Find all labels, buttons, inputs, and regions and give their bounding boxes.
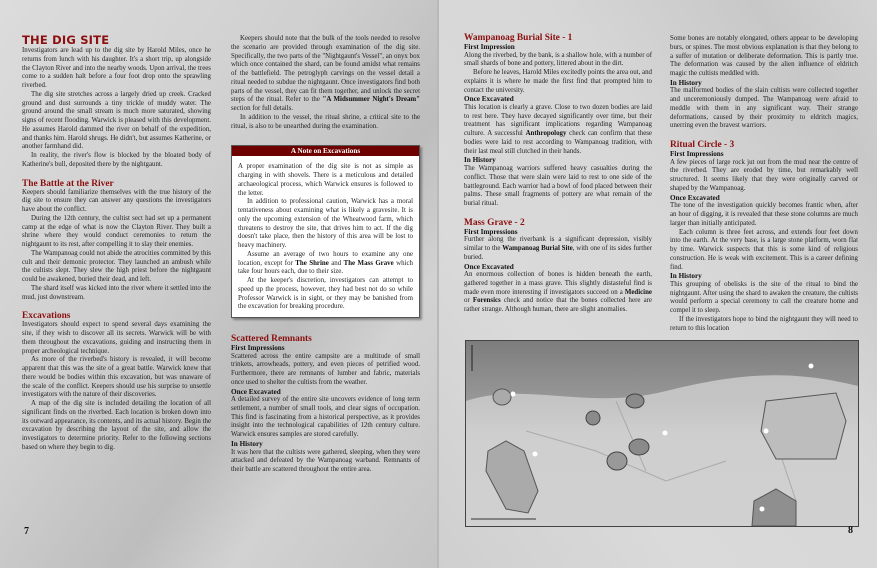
text-run: section for full details.	[231, 105, 293, 112]
page-number-right: 8	[848, 525, 853, 536]
text-run: A few pieces of large rock jut out from the mud near the centre of the riverbed. They are eroded by time, but remarkably well structured. It seems likely that they were originally carved or shaped by the Wampanoag.	[670, 158, 858, 192]
text-run: If the investigators hope to bind the nightgaunt they will need to return to this location	[670, 315, 858, 332]
subheading: Once Excavated	[231, 387, 281, 396]
paragraph	[464, 236, 652, 262]
section-heading: Ritual Circle - 3	[670, 140, 735, 151]
paragraph	[464, 52, 652, 70]
rock-large-right	[761, 393, 846, 459]
text-run: As more of the riverbed's history is revealed, it will become apparent that this was the site of a great battle. Warwick knew that there would be bodies within this excavation, but was unaware of the scale of the conflict. Keepers should use his surprise to unsettle investigators with the nature of their discoveries.	[22, 356, 211, 399]
text-run: It was here that the cultists were gathered, sleeping, when they were attacked and defeated by the Wampanoag warband. Remnants of their battle are scattered throughout the entire area.	[231, 448, 420, 474]
subheading: In History	[670, 78, 702, 87]
subheading: First Impressions	[670, 150, 724, 159]
text-run: which take four hours each, due to their size.	[238, 259, 413, 276]
paragraph	[22, 321, 211, 356]
paragraph	[670, 87, 858, 131]
page-gutter	[437, 0, 439, 568]
paragraph	[670, 281, 858, 316]
paragraph	[22, 91, 211, 152]
paragraph	[670, 35, 858, 79]
text-run: The Wampanoag warriors suffered heavy casualties during the conflict. Those that were slain were laid to rest to one side of the battleground. Each warrior had a bowl of food placed between their palms. These small fragments of pottery are what remain of the burial ritual.	[464, 165, 652, 208]
paragraph	[464, 165, 652, 209]
paragraph	[22, 400, 211, 453]
note-body	[232, 156, 419, 317]
text-run: The Wampanoag could not abide the atrocities committed by this cult and their demonic protector. They launched an ambush while the cultists slept. They slew the high priest before the nightgaunt could be awakened, buried their dead, and left.	[22, 249, 211, 283]
subheading: In History	[670, 272, 702, 281]
text-run: At the keeper's discretion, investigators can attempt to speed up the process, however, they had best not do so while Professor Warwick is in sight, or they may be banished from the excavation for breaking procedure.	[238, 277, 413, 311]
sidebar-note-box	[231, 145, 420, 318]
paragraph	[22, 47, 211, 91]
bold-reference: Wampanoag Burial Site	[502, 245, 573, 253]
chapter-title: THE DIG SITE	[22, 33, 110, 47]
subheading: First Impressions	[464, 227, 518, 236]
paragraph	[670, 229, 858, 273]
text-run: Keepers should familiarize themselves with the true history of the dig site to ensure they can answer any questions the investigators have about the conflict.	[22, 188, 211, 213]
section-heading: Excavations	[22, 311, 71, 322]
text-run: The tone of the investigation quickly becomes frantic when, after an hour of digging, it is revealed that these stone columns are much larger than initially anticipated.	[670, 202, 858, 227]
bold-reference: Anthropology	[525, 130, 567, 138]
text-run: Further along the riverbank is a significant depression, visibly similar to the	[464, 236, 652, 253]
paragraph	[238, 277, 413, 312]
note-title: A Note on Excavations	[232, 146, 419, 156]
section-heading: The Battle at the River	[22, 178, 114, 189]
paragraph	[464, 104, 652, 157]
text-run: Some bones are notably elongated, others appear to be developing burs, or spines. The most obvious explanation is that they belong to a suffer of mutation or deliberate deformation. This is partly true. The deformation was caused by the alien influence of eldritch magic the cultists meddled with.	[670, 35, 858, 77]
section-heading: Mass Grave - 2	[464, 217, 525, 228]
subheading: In History	[464, 156, 496, 165]
subheading: First Impressions	[231, 344, 285, 352]
map-image	[466, 341, 858, 526]
paragraph	[670, 159, 858, 194]
paragraph	[231, 114, 420, 132]
subheading: Once Excavated	[670, 193, 720, 202]
text-run: During the 12th century, the cultist sect had set up a permanent camp at the edge of what is now the Clayton River. They built a shrine where they would conduct ceremonies to return the nightgaunt to its rest, after compelling it to slay their enemies.	[22, 214, 211, 248]
text-run: Scattered across the entire campsite are a multitude of small trinkets, arrowheads, pottery, and even pieces of petrified wood. Furthermore, there are remnants of lumber and fabric, materials once used to shelter the cultists from the weather.	[231, 352, 420, 386]
column-2	[231, 35, 420, 475]
text-run: In addition to the vessel, the ritual shrine, a critical site to the ritual, is also to be unearthed during the examination.	[231, 113, 420, 130]
subheading: Once Excavated	[464, 95, 514, 104]
bold-reference: Medicine	[624, 288, 652, 296]
text-run: Before he leaves, Harold Miles excitedly points the area out, and explains it is where he made the first find that prompted him to contact the university.	[464, 69, 652, 94]
column-1	[22, 34, 211, 453]
text-run: This grouping of obelisks is the site of the ritual to bind the nightgaunt. After using the shard to awaken the creature, the cultists would perform a special ceremony to call the creature home and compel it to sleep.	[670, 280, 858, 315]
text-run: A detailed survey of the entire site uncovers evidence of long term settlement, a number of small tools, and clear signs of occupation. This find is fascinating from a historical perspective, as it provides insight into the technological capabilities of 12th century culture. Warwick ensures samples are stored carefully.	[231, 396, 420, 439]
paragraph	[231, 396, 420, 440]
text-run: The shard itself was kicked into the river where it settled into the mud, just downstream.	[22, 284, 211, 301]
column-3	[464, 33, 652, 315]
dig-site-map	[465, 340, 859, 527]
text-run: The malformed bodies of the slain cultists were collected together and unceremoniously dumped. The Wampanoag were afraid to meddle with them in any significant way. Their strange deformations, caused by their proximity to eldritch magics, unerring even the bravest warriors.	[670, 87, 858, 130]
paragraph	[238, 163, 413, 198]
paragraph	[22, 356, 211, 400]
paragraph	[231, 353, 420, 388]
subheading: First Impression	[464, 43, 515, 51]
paragraph	[231, 449, 420, 475]
paragraph	[464, 271, 652, 315]
column-4	[670, 35, 858, 333]
text-run: Assume an average of two hours to examine any one location, except for	[238, 250, 413, 267]
bold-reference: "A Midsummer Night's Dream"	[322, 96, 420, 104]
paragraph	[670, 316, 858, 334]
text-run: In reality, the river's flow is blocked by the bloated body of Katherine's bull, deposited there by the nightgaunt.	[22, 152, 211, 168]
text-run: The dig site stretches across a largely dried up creek. Cracked ground and dust surrounds a tiny trickle of muddy water. The ground around the small stream is much more saturated, showing signs of recent flooding. Warwick is pleased with this development. He assumes Harold dammed the river on behalf of the expedition, and thanks him. Harold shrugs. He didn't, but assumes Katherine, or another farmhand did.	[22, 90, 211, 151]
text-run: In addition to professional caution, Warwick has a moral tentativeness about examining what is likely a gravesite. It is only the upcoming extension of the Wheatwood farm, which threatens to destroy the site, that drives him to act. If the dig doesn't take place, then the history of this area will be lost to heavy machinery.	[238, 198, 413, 249]
text-run: check and notice that the bones collected here are rather strange. Although human, there are slight anomalies.	[464, 297, 652, 314]
paragraph	[22, 215, 211, 250]
paragraph	[464, 69, 652, 95]
text-run: This location is clearly a grave. Close to two dozen bodies are laid to rest here. They have decayed significantly over time, but their treatment has significant implications regarding Wampanoag culture. A successful	[464, 103, 652, 138]
bold-reference: The Shrine	[295, 259, 329, 267]
text-run: or	[464, 297, 473, 305]
text-run: Investigators are lead up to the dig site by Harold Miles, once he returns from lunch with his daughter. It's a short trip, up alongside the Clayton River and into the nearby woods. Upon arrival, the trees come to a sudden halt before a four foot drop onto the sprawling riverbed.	[22, 47, 211, 89]
paragraph	[670, 202, 858, 228]
section-heading: Scattered Remnants	[231, 334, 312, 344]
text-run: Along the riverbed, by the bank, is a shallow hole, with a number of small shards of bone and pottery, littered about in the dirt.	[464, 51, 652, 68]
text-run: Keepers should note that the bulk of the tools needed to resolve the scenario are provided through examination of the dig site. Specifically, the two parts of the "Nightgaunt's Vessel", an onyx box which once contained the shard, can be found amidst what remains of the battlefield. The petroglyph carvings on the vessel detail a ritual needed to subdue the nightgaunt. Once investigators find both parts of the vessel, they can fit them together, and unlock the secret steps of the ritual. Refer to the	[231, 35, 420, 104]
text-run: Investigators should expect to spend several days examining the site, if they wish to discover all its secrets. Warwick will be with them throughout the excavations, guiding and instructing them in proper archeological technique.	[22, 321, 211, 355]
text-run: An enormous collection of bones is hidden beneath the earth, gathered together in a mass grave. This slightly distasteful find is made even more interesting if investigators succeed on a	[464, 271, 652, 296]
bold-reference: The Mass Grave	[343, 259, 394, 267]
text-run: A proper examination of the dig site is not as simple as charging in with shovels. There is a meticulous and detailed archaeological process, which Warwick ensures is followed to the letter.	[238, 163, 413, 197]
subheading: In History	[231, 439, 263, 448]
subheading: Once Excavated	[464, 262, 514, 271]
page-number-left: 7	[24, 526, 29, 537]
paragraph	[22, 189, 211, 215]
paragraph	[238, 198, 413, 251]
text-run: Each column is three feet across, and extends four feet down into the earth. At the very base, is a large stone platform, worn flat by time. Warwick suspects that this is some kind of religious construction. He is weak with excitement. This is a career defining find.	[670, 228, 858, 271]
paragraph	[231, 35, 420, 114]
paragraph	[22, 285, 211, 303]
paragraph	[22, 250, 211, 285]
paragraph	[22, 152, 211, 170]
text-run: and	[328, 259, 344, 267]
text-run: A map of the dig site is included detailing the location of all significant finds on the riverbed. Each location is broken down into its outward appearance, its contents, and its actual history. Begin the excavation by describing the layout of the site, and allow the investigators to determine priority. Refer to the following sections based on where they begin to dig.	[22, 400, 211, 451]
text-run: , with one of its sides further buried.	[464, 245, 652, 261]
bold-reference: Forensics	[472, 297, 501, 305]
section-heading: Wampanoag Burial Site - 1	[464, 33, 573, 43]
text-run: check can confirm that these bodies were laid to rest according to Wampanoag tradition, with their last meal still clutched in their hands.	[464, 130, 652, 155]
paragraph	[238, 251, 413, 277]
